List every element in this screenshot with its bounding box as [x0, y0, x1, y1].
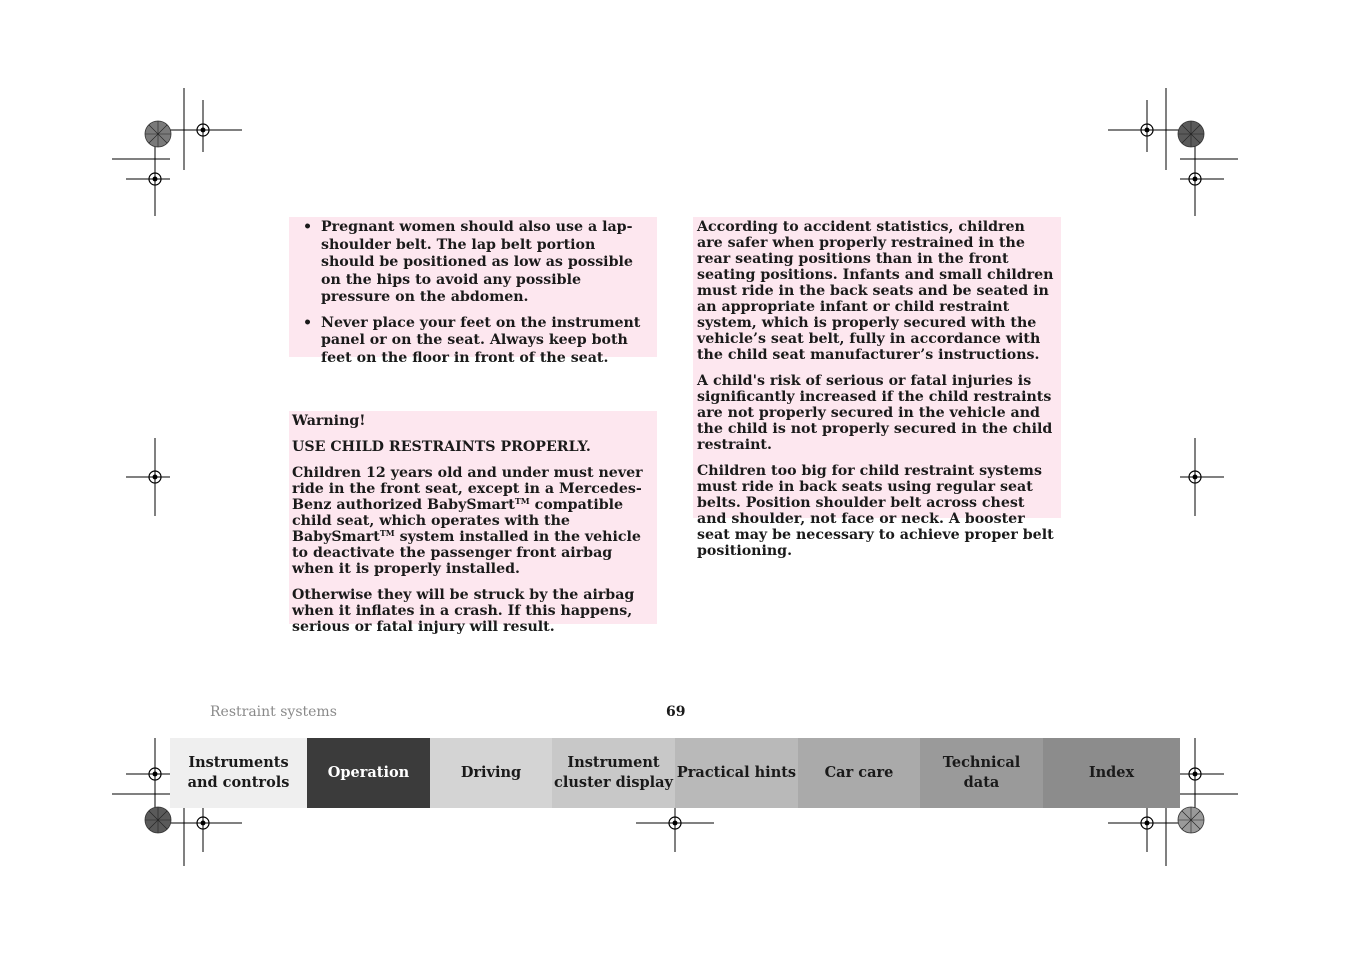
tab-technical-data[interactable]: Technical data: [920, 738, 1043, 808]
warning-paragraph-front-seat: Children 12 years old and under must never ride in the front seat, except in a Mercedes-Benz authorized BabySmart™ compatible child seat, which operates with the BabySmart™ system installed in the vehicle to deactivate the passenger front airbag when it is properly installed.: [292, 465, 643, 577]
trademark-symbol: TM: [379, 528, 395, 538]
section-title: Restraint systems: [210, 704, 337, 720]
tab-practical-hints[interactable]: Practical hints: [675, 738, 798, 808]
tab-instruments-and-controls[interactable]: Instruments and controls: [170, 738, 307, 808]
bullet-feet-placement: • Never place your feet on the instrument panel or on the seat. Always keep both feet on the floor in front of the seat.: [303, 315, 647, 368]
paragraph-booster-seat: Children too big for child restraint systems must ride in back seats using regular seat belts. Position shoulder belt across chest and shoulder, not face or neck. A booster seat may be necessary to achieve proper belt positioning.: [697, 463, 1054, 559]
warning-label: Warning!: [292, 413, 366, 429]
tab-car-care[interactable]: Car care: [798, 738, 920, 808]
warning-heading: USE CHILD RESTRAINTS PROPERLY.: [292, 439, 591, 455]
child-safety-statistics-box: [693, 217, 1061, 559]
page-number: 69: [666, 704, 686, 720]
child-restraint-warning-box: [289, 411, 657, 635]
safety-bullet-list: [303, 219, 647, 367]
chapter-navigation-bar: [170, 738, 1180, 808]
paragraph-accident-statistics: According to accident statistics, children are safer when properly restrained in the rear seating positions than in the front seating positions. Infants and small children must ride in the back seats and be seated in an appropriate infant or child restraint system, which is properly secured with the vehicle’s seat belt, fully in accordance with the child seat manufacturer’s instructions.: [697, 219, 1054, 363]
tab-instrument-cluster-display[interactable]: Instrument cluster display: [552, 738, 675, 808]
pregnancy-feet-note-box: [289, 217, 657, 366]
tab-driving[interactable]: Driving: [430, 738, 552, 808]
trademark-symbol: TM: [514, 496, 530, 506]
tab-index[interactable]: Index: [1043, 738, 1180, 808]
paragraph-injury-risk: A child's risk of serious or fatal injuries is significantly increased if the child restraints are not properly secured in the vehicle and the child is not properly secured in the child restraint.: [697, 373, 1053, 453]
bullet-pregnant-women: • Pregnant women should also use a lap-shoulder belt. The lap belt portion should be positioned as low as possible on the hips to avoid any possible pressure on the abdomen.: [303, 219, 647, 307]
tab-operation[interactable]: Operation: [307, 738, 430, 808]
warning-paragraph-airbag: Otherwise they will be struck by the airbag when it inflates in a crash. If this happens, serious or fatal injury will result.: [292, 587, 635, 635]
